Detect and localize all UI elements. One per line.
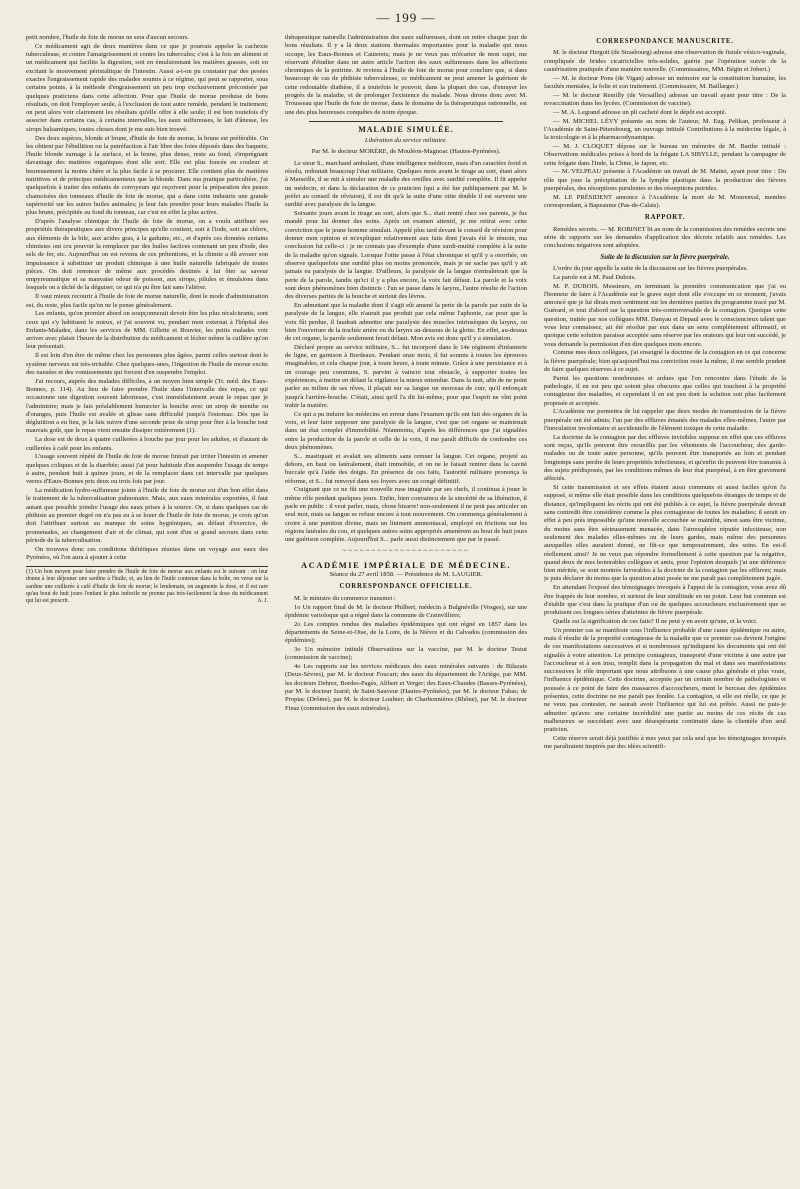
col3-paragraph: Cette réserve serait déjà justifiée à mes yeux par cela seul que les témoignages invoqués me paraîtraient inspirés par des idées scientifi-: [544, 735, 786, 751]
col1-paragraph: petit nombre, l'huile de foie de morue ne sera d'aucun secours.: [26, 34, 190, 41]
footnote: [26, 566, 268, 605]
col3-paragraph: Si cette transmission et ses effets étaient aussi communs et aussi faciles qu'on l'a supposé, si même elle était possible dans les conditions quelquefois étranges de temps et de distance, qu'impliquent les récits qui ont été publiés à ce sujet, la fièvre puerpérale devrait sans contredit être considérée comme la plus contagieuse de toutes les maladies; il serait en effet à peu près impossible qu'une nouvelle accouchée se maintînt, sinon sans être victime, du moins sans être sérieusement menacée, dans l'atmosphère réputée infectieuse, non seulement des malades elles-mêmes ou de leurs gardes, mais même des personnes auxquelles elles auraient donné, ne fût-ce que temporairement, des soins. En est-il réellement ainsi? Je ne veux pas répondre formellement à cette question par la négative, quand deux de mes honorables collègues et amis, pour l'opinion desquels j'ai une déférence bien méritée, se sont montrés favorables à la doctrine de la contagion par les effluves; mais je puis déclarer du moins que la question ainsi posée ne me paraît pas complètement jugée.: [544, 484, 786, 583]
col2-paragraph: Le sieur S., marchand ambulant, d'une intelligence médiocre, mais d'un caractère froid et résolu, redoutait beaucoup l'état militaire. Quelques mois avant le tirage au sort, étant alors à Marseille, il se mit à simuler une maladie des oreilles avec surdité complète. Il fit appeler un médecin, et dans la déclaration de ce praticien (qui a été lue publiquement par M. le préfet au conseil de révision), il est dit qu'à la suite d'une otite double il est survenu une surdité avec paralysie de la langue.: [285, 159, 527, 209]
col2-paragraph: Soixante jours avant le tirage au sort, alors que S... était rentré chez ses parents, je fus mandé pour lui donner des soins. Après un examen attentif, je me retirai avec cette conviction que le jeune homme simulait. Appelé plus tard devant le conseil de révision pour donner mon opinion et m'expliquer relativement aux faits dont j'avais été le témoin, ma conclusion fut celle-ci : je ne connais pas d'exemple d'une surdi-mutité complète à la suite de la maladie qu'on signale. Lorsque l'otite passe à l'état chronique et qu'il y a otorrhée, on observe quelquefois une surdité plus ou moins prononcée, mais je ne sache pas qu'il y ait jamais eu paralysie de la langue. D'ailleurs, la paralysie de la langue n'entraînerait que la perte de la parole, tandis qu'ici il y a plus encore, la voix fait défaut. La parole et la voix sont deux phénomènes bien distincts : l'un se passe dans le larynx, l'autre résulte de l'action des diverses parties de la bouche et surtout des lèvres.: [285, 210, 527, 301]
page-number: — 199 —: [376, 10, 436, 25]
footnote-signature: A. J.: [257, 598, 268, 605]
correspondence-item: M. LE PRÉSIDENT annonce à l'Académie la mort de M. Mourenval, membre correspondant, à Bapeaume (Pas-de-Calais).: [544, 193, 786, 210]
col2-paragraph: S... mastiquait et avalait ses aliments sans remuer la langue. Cet organe, projeté au dehors, en haut ou latéralement, était immobile, et on ne le faisait rentrer dans la cavité buccale qu'à l'aide des doigts. En présence de ces faits, l'autorité militaire prononça la réforme, et S... fut renvoyé dans ses foyers avec un congé définitif.: [285, 452, 527, 485]
col2-intro: thérapeutique naturelle l'administration des eaux sulfureuses, dont on retire chaque jour de bons résultats. Il y a là deux stations thermales importantes pour la maladie qui nous occupe, les Eaux-Bonnes et Cauterets; mais je ne veux pas m'écarter de mon sujet, me réservant d'étudier dans un autre article l'action des eaux sulfureuses dans les affections chroniques de la poitrine. Je reviens à l'huile de foie de morue pour conclure que, si dans beaucoup de cas de phthisie tuberculeuse, ce médicament ne peut amener la guérison de cette redoutable diathèse, il a toutefois le pouvoir, dans la plupart des cas, d'enrayer les progrès de la maladie, et de prolonger l'existence du malade. Nous dirons donc avec M. Trousseau que l'huile de foie de morue, dans le domaine de la thérapeutique rationnelle, est une des plus heureuses conquêtes de notre époque.: [285, 34, 527, 116]
column-middle: [285, 34, 527, 1184]
col3-paragraph: En attendant l'exposé des témoignages invoqués à l'appui de la contagion, vous avez dû être frappés de leur nombre, et surtout de leur similitude en un point. Leur but commun est d'établir que c'est dans la pratique d'un ou de quelques accoucheurs exclusivement que se produisent ces longues séries d'atteintes de fièvre puerpérale.: [544, 584, 786, 617]
correspondence-item: 1o Un rapport final de M. le docteur Philbert, médecin à Bulgnéville (Vosges), sur une épidémie varioloque qui a régné dans la commune de Crainvilliers;: [285, 603, 527, 619]
correspondence-item: M. le docteur Hergott (de Strasbourg) adresse une observation de fistule vésico-vaginale, compliquée de brides cicatricielles très-solides, guérie par l'opération suivie de la cautérisation pratiquée d'une manière nouvelle. (Commissaires, MM. Bégin et Jobert.): [544, 49, 786, 73]
col1-paragraph: Il vaut mieux recourir à l'huile de foie de morue naturelle, dont le mode d'administration est, du reste, plus facile qu'on ne le pense généralement.: [26, 293, 268, 309]
correspondence-item: M. le ministre du commerce transmet :: [294, 594, 396, 602]
col1-paragraph: La dose est de deux à quatre cuillerées à bouche par jour pour les adultes, et d'autant de cuillerées à café pour les enfants.: [26, 436, 268, 452]
academy-session: Séance du 27 avril 1858. — Présidence de M. LAUGIER.: [329, 571, 483, 579]
correspondence-item: 4o Les rapports sur les services médicaux des eaux minérales suivants : de Bilazais (Deux-Sèvres), par M. le docteur Foucart; des eaux du département de l'Ariège, par MM. les docteurs Dehrez, Bordes-Pagès, Alibert et Verger; des Eaux-Chaudes (Basses-Pyrénées), par M. le docteur Izarié; de Saint-Sauveur (Hautes-Pyrénées), par M. le docteur Fabas; de Propiac (Drôme), par M. le docteur Loubier; de Charbonnières (Rhône), par M. le docteur Finaz (commission des eaux minérales).: [285, 663, 527, 712]
section-title: MALADIE SIMULÉE.: [358, 124, 454, 134]
correspondence-item: 3o Un mémoire intitulé Observations sur la vaccine, par M. le docteur Testut (commission de vaccine);: [285, 645, 527, 662]
correspondence-item: — M. A. Legrand adresse un pli cacheté dont le dépôt est accepté.: [553, 108, 727, 116]
col2-paragraph: Craignant que ce ne fût une nouvelle ruse imaginée par ses chefs, il continua à jouer le même rôle pendant quelques jours. Enfin, bien convaincu de la sincérité de sa libération, il parle en public : il veut parler, mais, chose bizarre! non-seulement il ne peut pas articuler un seul mot, mais sa langue se refuse encore à tout mouvement. On commença généralement à croire à une punition divine, mais un liniment ammoniacal, employé en frictions sur les régions latérales du cou, et quelques autres soins appropriés amenèrent au bout de huit jours une guérison complète. Aujourd'hui S... parle aussi distinctement que par le passé.: [285, 486, 527, 544]
rapport-text: Remèdes secrets. — M. ROBINET lit au nom de la commission des remèdes secrets une série de rapports sur les demandes d'application des décrets relatifs aux remèdes. Les conclusions négatives sont adoptées.: [544, 225, 786, 250]
column-left: [26, 34, 268, 1184]
col1-paragraph: L'usage souvent répété de l'huile de foie de morue finirait par irriter l'intestin et amener quelques coliques et de la diarrhée; aussi j'ai pour habitude d'en suspendre l'usage de temps à autre, pendant huit à quinze jours, et de la remplacer dans cet intervalle par quelques verres d'Eaux-Bonnes pris deux ou trois fois par jour.: [26, 453, 268, 486]
correspondence-item: — M. le docteur Remilly (de Versailles) adresse un travail ayant pour titre : De la revaccination dans les lycées. (Commission de vaccine).: [544, 91, 786, 108]
discussion-title: Suite de la discussion sur la fièvre puerpérale.: [600, 253, 730, 261]
col3-paragraph: M. P. DUBOIS. Messieurs, en terminant la première communication que j'ai eu l'honneur de faire à l'Académie sur le grave sujet dont elle s'occupe en ce moment, j'avais annoncé que je lui dirais mon sentiment sur les dernières parties du programme tracé par M. Guérard, et tout d'abord sur la question très-controversable de la contagion. Quoique cette question, traitée par nos collègues MM. Danyau et Depaul avec le consciencieux talent que vous leur connaissez, ait été résolue par eux dans un sens complètement affirmatif, et quoique cette solution paraisse acceptée sans réserve par les orateurs qui leur ont succédé, je vous demande la permission d'en dire quelques mots encore.: [544, 282, 786, 348]
col1-paragraph: D'après l'analyse chimique de l'huile de foie de morue, on a voulu attribuer ses propriétés thérapeutiques aux divers principes qu'elle contient, soit à l'iode, soit au chlore, aux éléments de la bile, aux acides gras, à la gaduine, etc., et d'après ces données certains chimistes ont cru pouvoir la remplacer par des huiles factices contenant un peu d'iode, des sels de fer, etc. Aujourd'hui on est revenu de ces prétentions, et la chimie a dû avouer son impuissance à substituer un produit chimique à une huile naturelle fabriquée de toutes pièces. On doit renoncer de même aux procédés destinés à lui ôter sa saveur empyreumatique et sa mauvaise odeur de poisson, aux sirops, pilules et émulsions dans lesquels on a tâché de la déguiser, ce qui n'a pu être fait sans l'altérer.: [26, 218, 268, 292]
col1-paragraph: Des deux espèces, blonde et brune, d'huile de foie de morue, la brune est préférable. On les obtient par l'ébullition ou la putréfaction à l'air libre des foies déposés dans des baquets; l'huile blonde surnage à la surface, et la brune, plus dense, reste au fond, s'imprégnant davantage des matières organiques dont elle sort. Elle est plus foncée en couleur et heureusement la moins chère et la plus facile à se procurer. Elle contient plus de matières nutritives et de principes médicamenteux que la blonde. Dans ma pratique particulière, j'ai quelquefois à traiter des enfants de corroyeurs qui reçoivent pour la préparation des peaux chamoisées des tonneaux d'huile de foie de morue, qui a dans cette industrie une grande supériorité sur les autres huiles animales; je leur fais prendre pour leurs malades l'huile la plus brune, précipitée au fond du tonneau, car c'est en effet la plus active.: [26, 134, 268, 217]
col3-paragraph: La doctrine de la contagion par des effluves invisibles suppose en effet que ces effluves sont reçus, qu'ils peuvent être recueillis par les vêtements de l'accoucheur, des garde-malades ou de toute autre personne, qu'ils peuvent être transportés au loin et pendant longtemps sans perdre de leurs propriétés infectieuses, et qu'enfin ils peuvent être transmis à des sujets prédisposés, par les conditions mêmes de leur état puerpéral, à en être gravement affectés.: [544, 433, 786, 483]
divider: [309, 121, 503, 122]
col2-paragraph: Déclaré propre au service militaire, S... fut incorporé dans le 14e régiment d'infanterie de ligne, en garnison à Bordeaux. Pendant onze mois, il fut soumis à toutes les épreuves imaginables, et cela chaque jour, à toute heure, à toute minute. Grâce à une persistance et à un courage peu communs, S. parvint à vaincre tout obstacle, à supporter toutes les expériences, à mettre en défaut la vigilance la mieux entendue. Dans la nuit, afin de ne point parler au milieu de ses rêves, il plaçait sur sa langue un morceau de cuir, qu'il enfonçait jusqu'à l'arrière-bouche. C'était, ainsi qu'il l'a dit lui-même, pour que l'esprit ne vînt point trahir la matière.: [285, 343, 527, 409]
section-author: Par M. le docteur MORÈRE, de Mouléon-Magnoac (Hautes-Pyrénées).: [311, 147, 501, 155]
correspondence-item: 2o Les comptes rendus des maladies épidémiques qui ont régné en 1857 dans les départements de Seine-et-Oise, de la Loire, de la Nièvre et du Calvados (commission des épidémies);: [285, 620, 527, 645]
correspondence-item: — M. VELPEAU présente à l'Académie un travail de M. Mattei, ayant pour titre : Du rôle que joue la précipitation de la lymphe plastique dans la production des fièvres puerpérales, des résorptions purulentes et des résorptions putrides.: [544, 168, 786, 193]
rapport-title: RAPPORT.: [644, 214, 686, 222]
col2-paragraph: En admettant que la maladie dont il s'agit eût amené la perte de la parole par suite de la paralysie de la langue, elle n'aurait pas produit par cela même l'aphonie, car pour que la voix fût perdue, il faudrait admettre une paralysie des muscles intrinsèques du larynx, ou bien l'ouverture de la trachée artère ou du larynx au-dessous de la glotte. En effet, au-dessus de cet organe, la parole seulement ferait défaut. Mon avis est donc qu'il y a simulation.: [285, 301, 527, 343]
col1-paragraph: Les enfants, qu'on premier abord on soupçonnerait devoir être les plus récalcitrants, sont ceux qui s'y habituent le mieux, et j'ai souvent vu, pendant mon externat à l'hôpital des Enfants-Malades, dans les services de MM. Gillette et Bouvier, les petits malades voir arriver avec plaisir l'heure de la distribution du médicament et lécher même la cuillère qu'on leur présentait.: [26, 310, 268, 351]
text-columns: [26, 34, 786, 1184]
correspondence-item: — M. MICHEL LÉVY présente au nom de l'auteur, M. Eug. Pelikan, professeur à l'Académie de Saint-Pétersbourg, un ouvrage intitulé Contributions à la médecine légale, à la toxicologie et à la pharmacodynamique.: [544, 117, 786, 142]
col3-paragraph: L'ordre du jour appelle la suite de la discussion sur les fièvres puerpérales.: [553, 264, 748, 272]
col1-paragraph: Il est loin d'en être de même chez les personnes plus âgées, parmi celles surtout dont le système nerveux est très-irritable. Chez quelques-unes, l'ingestion de l'huile de morue excite des nausées et des vomissements qui forcent d'en suspendre l'emploi.: [26, 352, 268, 376]
col3-paragraph: Un premier cas se manifeste sous l'influence probable d'une cause épidémique ou autre, mais il résulte de la propriété contagieuse de la maladie que ce premier cas devient l'origine de ces manifestations successives et si nombreuses qu'indiquent les documents qui ont été signalés à votre attention. Le principe contagieux, transporté d'une victime à une autre par l'accoucheur et à son insu, remplit dans la propagation du mal et dans ses manifestations successives le rôle important que nous attribuons à une cause plus générale et plus vraie, l'influence épidémique. Cette doctrine, acceptée par un certain nombre de pathologistes et poussée à ce point de faire des massacres d'accoucheurs, ment le berceau des épidémies présentes, cette doctrine ne me paraît pas fondée. La contagion, si elle est réelle, ce que je ne veux pas contester, ne saurait avoir l'influence qui lui est prêtée. Aussi ne puis-je admettre qu'avec une certaine incrédulité une partie au moins de ces récits de cas malheureux se succédant avec une désespérante continuité dans la clientèle d'un seul praticien.: [544, 626, 786, 734]
col2-paragraph: Ce qui a pu induire les médecins en erreur dans l'examen qu'ils ont fait des organes de la voix, et leur faire supposer une paralysie de la langue, c'est que cet organe se maintenait dans un état complet d'immobilité. Néanmoins, d'après les différences que j'ai signalées entre la production de la parole et celle de la voix, il me paraît difficile de confondre ces deux phénomènes.: [285, 410, 527, 451]
col1-paragraph: La médication hydro-sulfureuse jointe à l'huile de foie de morue est d'un bon effet dans le traitement de la tuberculisation pulmonaire. Mais, aux eaux minérales exportées, il faut autant que possible joindre l'usage des eaux prises à la source. Or, si dans quelques cas de phthisie au premier degré on n'a pas eu à se louer de l'huile de foie de morue, je crois qu'on doit l'attribuer surtout au manque de soins hygiéniques, au défaut d'exercice, de promenades, au changement d'air et de climat, qui sont d'un si grand secours dans cette période de la tuberculisation.: [26, 487, 268, 544]
col1-paragraph: On trouvera donc ces conditions diététiques réunies dans un voyage aux eaux des Pyrénées, où l'on aura à ajouter à cette: [26, 545, 268, 561]
correspondence-official-title: CORRESPONDANCE OFFICIELLE.: [339, 583, 473, 591]
col1-paragraph: J'ai recours, auprès des malades difficiles, à un moyen bien simple (Tr. méd. des Eaux-Bonnes, p. 114). Au lieu de faire prendre l'huile dans l'intervalle des repas, ce qui occasionne une digestion souvent laborieuse, c'est immédiatement avant le repas que je l'administre; mais je fais préalablement humecter la bouche avec un sirop de menthe ou d'oranges, puis l'huile est avalée et glisse sans difficulté jusqu'à l'estomac. Dès que la déglutition a eu lieu, je la fais suivre d'une seconde prise de sirop pour ôter à la bouche tout mauvais goût, que le repas vient ensuite dissiper entièrement (1).: [26, 377, 268, 435]
ornamental-rule: ~~~~~~~~~~~~~~~~~~~~~~: [342, 546, 470, 555]
correspondence-item: — M. le docteur Pons (de Vigan) adresse un mémoire sur la constitution humaine, les facultés mentales, la folie et son traitement. (Commissaire, M. Baillarger.): [544, 74, 786, 90]
correspondence-item: — M. J. CLOQUET dépose sur le bureau un mémoire de M. Barthe intitulé : Observations médicales prises à bord de la frégate LA SIBYLLE, pendant la campagne de cette frégate dans l'Inde, la Chine, le Japon, etc.: [544, 143, 786, 167]
col1-paragraph: Ce médicament agit de deux manières dans ce que je pourrais appeler la cachexie tuberculeuse, et contre l'amaigrissement et contre les tubercules; c'est à la fois un aliment et un médicament qui facilite la digestion, soit en émulsionnant les matières grasses, soit en excitant le mouvement péristaltique de l'intestin. Aussi a-t-on pu constater par des pesées exactes l'engraissement rapide des malades soumis à ce régime, qui peut se rapporter, sous certains points, à la méthode d'engraissement un peu trop exclusivement préconisée par quelques praticiens dans cette affection. Pour que l'huile de morue produise de bons résultats, on doit l'employer seule, à l'exclusion de tout autre remède, pendant le traitement; on peut alors voir clairement les résultats qu'elle offre à elle seule; il est bon toutefois d'y associer dans certains cas, à certains intervalles, les eaux sulfureuses, le lait d'ânesse, les sirops balsamiques, toutes choses dont je me suis bien trouvé.: [26, 42, 268, 133]
col3-paragraph: L'Académie me permettra de lui rappeler que deux modes de transmission de la fièvre puerpérale ont été admis; l'un par des effluves émanés des malades elles-mêmes, l'autre par l'inoculation involontaire et accidentelle de l'élément toxique de cette maladie.: [544, 408, 786, 433]
col3-paragraph: Parmi les questions nombreuses et ardues que l'on rencontre dans l'étude de la pathologie, il en est peu qui soient plus obscures que celles qui touchent à la propriété contagieuse des maladies, et cependant il en est peu dont la solution soit plus facilement proposée et acceptée.: [544, 374, 786, 407]
footnote-text: (1) Un bon moyen pour faire prendre de l'huile de foie de morue aux enfants est le suivant : on leur donne à leur déjeuner une sardine à l'huile, et, au lieu de l'huile contenue dans la boîte, on verse sur la sardine une cuillerée à café d'huile de foie de morue; le lendemain, on augmente la dose, et il est rare qu'au bout de huit jours l'enfant le plus indocile ne prenne pas très-facilement la dose du médicament qui lui est prescrit.: [26, 569, 268, 605]
correspondence-manuscript-title: CORRESPONDANCE MANUSCRITE.: [596, 38, 734, 45]
column-right: [544, 34, 786, 1184]
section-subtitle: Libération du service militaire.: [364, 137, 448, 145]
col3-paragraph: Quelle est la signification de ces faits? Il ne peut y en avoir qu'une, et la voici.: [553, 617, 758, 625]
academy-title: ACADÉMIE IMPÉRIALE DE MÉDECINE.: [301, 559, 511, 570]
col3-paragraph: La parole est à M. Paul Dubois.: [553, 273, 636, 281]
col3-paragraph: Comme mes deux collègues, j'ai enseigné la doctrine de la contagion en ce qui concerne la fièvre puerpérale; bien qu'aujourd'hui ma conviction reste la même, il me semble prudent de faire quelques réserves à ce sujet.: [544, 349, 786, 373]
